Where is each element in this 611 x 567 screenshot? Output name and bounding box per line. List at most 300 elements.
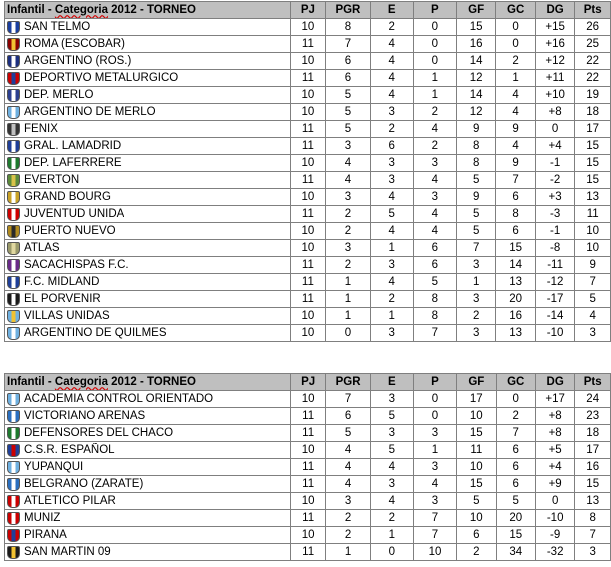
stat-pj: 10 [290,325,325,342]
stat-pj: 10 [290,442,325,459]
stat-gc: 7 [496,172,535,189]
stat-dg: +3 [535,189,575,206]
stat-pts: 10 [575,240,611,257]
villas-unidas-crest-icon [7,310,20,323]
column-header-pj: PJ [290,374,325,391]
argentino-de-merlo-crest-icon [7,106,20,119]
table-row [5,391,611,408]
column-header-gc: GC [496,2,535,19]
team-cell [5,70,291,87]
team-cell [5,206,291,223]
argentino-ros-crest-icon [7,55,20,68]
table-row [5,19,611,36]
stat-pts: 18 [575,425,611,442]
stat-pts: 16 [575,459,611,476]
team-name: C.S.R. ESPAÑOL [24,443,115,456]
stat-gf: 1 [456,274,495,291]
stat-dg: -32 [535,544,574,561]
stat-gf: 5 [457,493,496,510]
stat-pgr: 4 [326,442,370,459]
stat-e: 5 [370,206,413,223]
stat-pts: 18 [575,104,611,121]
stat-gf: 9 [456,189,495,206]
team-name: SACACHISPAS F.C. [24,258,129,271]
stat-p: 0 [413,391,456,408]
table-row [5,172,611,189]
stat-pts: 8 [575,510,611,527]
stat-gf: 11 [457,442,496,459]
column-header-e: E [370,374,413,391]
stat-pts: 11 [575,206,611,223]
team-name: SAN MARTIN 09 [24,545,111,558]
table-row [5,121,611,138]
stat-pgr: 2 [326,510,370,527]
team-cell [5,325,291,342]
team-cell [5,223,291,240]
team-name: JUVENTUD UNIDA [24,207,125,220]
stat-p: 3 [413,459,456,476]
table-title [5,374,291,391]
stat-e: 3 [370,155,413,172]
stat-gf: 3 [456,291,495,308]
stat-p: 5 [413,274,456,291]
stat-e: 1 [370,527,413,544]
stat-p: 10 [413,544,456,561]
table-row [5,240,611,257]
team-cell [5,544,291,561]
stat-e: 4 [370,223,413,240]
stat-dg: +10 [535,87,575,104]
table-row [5,476,611,493]
stat-pgr: 2 [326,206,371,223]
stat-pj: 11 [290,291,325,308]
stat-gf: 2 [457,544,496,561]
stat-e: 4 [370,189,413,206]
column-header-pgr: PGR [326,374,370,391]
stat-pgr: 5 [326,425,370,442]
stat-gf: 14 [456,53,495,70]
stat-p: 0 [413,36,456,53]
table-row [5,87,611,104]
stat-pj: 10 [290,527,325,544]
stat-dg: -1 [535,155,575,172]
sacachispas-crest-icon [7,259,20,272]
stat-gc: 6 [496,459,535,476]
stat-pgr: 7 [326,391,370,408]
team-name: GRAND BOURG [24,190,111,203]
stat-p: 2 [413,104,456,121]
stat-e: 3 [370,476,413,493]
stat-pts: 26 [575,19,611,36]
deportivo-metalurgico-crest-icon [7,72,20,85]
team-cell [5,408,291,425]
team-name: ATLETICO PILAR [24,494,116,507]
table-row [5,104,611,121]
stat-gf: 17 [457,391,496,408]
stat-pgr: 1 [326,274,371,291]
stat-e: 6 [370,138,413,155]
belgrano-zarate-crest-icon [7,478,20,491]
grand-bourg-crest-icon [7,191,20,204]
stat-dg: +5 [535,442,574,459]
stat-gc: 14 [496,257,535,274]
stat-pgr: 3 [326,189,371,206]
stat-pj: 11 [290,459,325,476]
team-cell [5,527,291,544]
standings-table-group-a [4,1,611,342]
stat-dg: +8 [535,408,574,425]
gral-lamadrid-crest-icon [7,140,20,153]
stat-dg: -8 [535,240,575,257]
title-category-word: Categoria [54,3,108,16]
stat-gc: 16 [496,308,535,325]
stat-pj: 11 [290,408,325,425]
stat-gc: 0 [496,391,535,408]
team-cell [5,53,291,70]
stat-e: 3 [370,391,413,408]
stat-pts: 13 [575,189,611,206]
stat-p: 4 [413,172,456,189]
stat-pts: 10 [575,223,611,240]
table-row [5,493,611,510]
stat-dg: -3 [535,206,575,223]
team-name: PIRANA [24,528,67,541]
title-suffix: 2012 - TORNEO [107,3,196,16]
stat-pgr: 2 [326,527,370,544]
stat-gc: 20 [496,510,535,527]
puerto-nuevo-crest-icon [7,225,20,238]
stat-pj: 10 [290,19,325,36]
stat-gf: 12 [456,70,495,87]
stat-e: 2 [370,19,413,36]
fenix-crest-icon [7,123,20,136]
stat-dg: -10 [535,325,575,342]
stat-pj: 10 [290,104,325,121]
stat-pj: 10 [290,240,325,257]
table-row [5,459,611,476]
stat-gf: 5 [456,172,495,189]
title-prefix: Infantil - [7,375,55,388]
stat-dg: -14 [535,308,575,325]
team-name: ARGENTINO (ROS.) [24,54,132,67]
stat-p: 8 [413,308,456,325]
stat-gf: 7 [456,240,495,257]
stat-gf: 15 [457,476,496,493]
stat-pgr: 6 [326,70,371,87]
stat-pts: 15 [575,476,611,493]
fc-midland-crest-icon [7,276,20,289]
stat-pts: 3 [575,325,611,342]
san-martin-09-crest-icon [7,546,20,559]
stat-pj: 10 [290,155,325,172]
team-name: YUPANQUI [24,460,84,473]
stat-p: 2 [413,138,456,155]
juventud-unida-crest-icon [7,208,20,221]
team-name: DEP. MERLO [24,88,94,101]
column-header-p: P [413,2,456,19]
stat-pgr: 3 [326,240,371,257]
stat-e: 3 [370,325,413,342]
stat-e: 4 [370,87,413,104]
team-cell [5,442,291,459]
stat-e: 3 [370,172,413,189]
academia-control-orientado-crest-icon [7,393,20,406]
stat-pgr: 3 [326,138,371,155]
stat-pts: 13 [575,493,611,510]
stat-pj: 11 [290,476,325,493]
column-header-gf: GF [456,2,495,19]
team-name: EL PORVENIR [24,292,101,305]
stat-e: 2 [370,121,413,138]
stat-e: 2 [370,510,413,527]
stat-p: 3 [413,493,456,510]
stat-pgr: 5 [326,121,371,138]
yupanqui-crest-icon [7,461,20,474]
stat-pgr: 2 [326,223,371,240]
csr-espanol-crest-icon [7,444,20,457]
stat-pgr: 3 [326,493,370,510]
victoriano-arenas-crest-icon [7,410,20,423]
pirana-crest-icon [7,529,20,542]
stat-e: 5 [370,442,413,459]
stat-dg: 0 [535,493,574,510]
team-cell [5,138,291,155]
team-name: ACADEMIA CONTROL ORIENTADO [24,392,214,405]
stat-dg: -1 [535,223,575,240]
stat-pts: 17 [575,442,611,459]
stat-dg: +9 [535,476,574,493]
stat-gf: 8 [456,138,495,155]
stat-p: 1 [413,87,456,104]
stat-pgr: 4 [326,476,370,493]
team-cell [5,19,291,36]
stat-pj: 11 [290,206,325,223]
table-row [5,206,611,223]
title-prefix: Infantil - [7,3,55,16]
team-name: FENIX [24,122,58,135]
table-header [5,2,611,19]
stat-p: 6 [413,240,456,257]
stat-gc: 6 [496,223,535,240]
stat-p: 8 [413,291,456,308]
team-cell [5,104,291,121]
column-header-pgr: PGR [326,2,371,19]
stat-e: 3 [370,425,413,442]
team-name: MUNIZ [24,511,61,524]
table-row [5,510,611,527]
stat-pgr: 8 [326,19,371,36]
stat-pts: 25 [575,36,611,53]
stat-pts: 7 [575,527,611,544]
stat-pts: 15 [575,138,611,155]
stat-pgr: 5 [326,87,371,104]
team-name: F.C. MIDLAND [24,275,100,288]
team-cell [5,121,291,138]
stat-pts: 9 [575,257,611,274]
stat-gc: 15 [496,527,535,544]
stat-e: 1 [370,308,413,325]
stat-pj: 10 [290,223,325,240]
column-header-pts: Pts [575,374,611,391]
stat-gf: 8 [456,155,495,172]
table-row [5,544,611,561]
team-cell [5,274,291,291]
stat-pgr: 1 [326,308,371,325]
title-category-word: Categoria [54,375,108,388]
dep-merlo-crest-icon [7,89,20,102]
stat-pgr: 1 [326,291,371,308]
stat-pj: 10 [290,53,325,70]
stat-dg: -12 [535,274,575,291]
stat-pj: 11 [290,138,325,155]
stat-dg: +15 [535,19,575,36]
stat-gf: 16 [456,36,495,53]
stat-gc: 6 [496,476,535,493]
stat-gc: 13 [496,274,535,291]
stat-gc: 7 [496,425,535,442]
stat-gf: 10 [457,408,496,425]
stat-gc: 0 [496,19,535,36]
team-name: EVERTON [24,173,80,186]
table-row [5,442,611,459]
stat-e: 5 [370,408,413,425]
column-header-pts: Pts [575,2,611,19]
team-name: SAN TELMO [24,20,91,33]
stat-pts: 22 [575,70,611,87]
stat-pj: 11 [290,172,325,189]
stat-e: 4 [370,36,413,53]
table-row [5,155,611,172]
stat-dg: +17 [535,391,574,408]
stat-dg: +11 [535,70,575,87]
stat-dg: +8 [535,104,575,121]
stat-e: 4 [370,274,413,291]
column-header-e: E [370,2,413,19]
atlas-crest-icon [7,242,20,255]
stat-pgr: 5 [326,104,371,121]
stat-pj: 11 [290,425,325,442]
column-header-dg: DG [535,2,575,19]
dep-laferrere-crest-icon [7,157,20,170]
stat-p: 0 [413,408,456,425]
stat-p: 7 [413,527,456,544]
stat-pgr: 6 [326,408,370,425]
team-name: BELGRANO (ZARATE) [24,477,144,490]
atletico-pilar-crest-icon [7,495,20,508]
stat-gc: 9 [496,155,535,172]
stat-p: 4 [413,121,456,138]
stat-p: 7 [413,325,456,342]
table-row [5,257,611,274]
stat-pj: 10 [290,308,325,325]
stat-p: 4 [413,476,456,493]
stat-dg: -9 [535,527,574,544]
stat-pts: 17 [575,121,611,138]
team-name: DEFENSORES DEL CHACO [24,426,174,439]
table-row [5,274,611,291]
stat-pts: 24 [575,391,611,408]
stat-pgr: 2 [326,257,371,274]
stat-gf: 2 [456,308,495,325]
stat-gf: 10 [457,459,496,476]
team-cell [5,155,291,172]
stat-gc: 6 [496,442,535,459]
stat-dg: +12 [535,53,575,70]
stat-dg: +4 [535,138,575,155]
stat-gf: 15 [457,425,496,442]
stat-e: 0 [370,544,413,561]
team-name: PUERTO NUEVO [24,224,116,237]
team-cell [5,240,291,257]
table-row [5,325,611,342]
stat-gc: 4 [496,138,535,155]
san-telmo-crest-icon [7,21,20,34]
title-suffix: 2012 - TORNEO [107,375,196,388]
table-row [5,189,611,206]
stat-gc: 15 [496,240,535,257]
team-name: VICTORIANO ARENAS [24,409,146,422]
stat-p: 4 [413,206,456,223]
team-cell [5,291,291,308]
stat-pts: 3 [575,544,611,561]
table-row [5,70,611,87]
team-name: ARGENTINO DE QUILMES [24,326,167,339]
stat-gc: 13 [496,325,535,342]
stat-gc: 4 [496,104,535,121]
stat-dg: -11 [535,257,575,274]
stat-gf: 3 [456,325,495,342]
stat-p: 1 [413,70,456,87]
column-header-p: P [413,374,456,391]
stat-dg: -2 [535,172,575,189]
team-name: GRAL. LAMADRID [24,139,122,152]
stat-dg: +16 [535,36,575,53]
team-cell [5,391,291,408]
stat-p: 0 [413,19,456,36]
stat-p: 3 [413,189,456,206]
team-cell [5,425,291,442]
team-cell [5,172,291,189]
stat-dg: -10 [535,510,574,527]
team-name: ROMA (ESCOBAR) [24,37,125,50]
stat-e: 4 [370,70,413,87]
stat-dg: 0 [535,121,575,138]
stat-e: 4 [370,459,413,476]
stat-gc: 9 [496,121,535,138]
team-name: ARGENTINO DE MERLO [24,105,156,118]
team-cell [5,189,291,206]
stat-p: 7 [413,510,456,527]
everton-crest-icon [7,174,20,187]
stat-e: 3 [370,104,413,121]
team-cell [5,36,291,53]
stat-pj: 11 [290,257,325,274]
stat-pgr: 7 [326,36,371,53]
table-row [5,408,611,425]
stat-pts: 15 [575,155,611,172]
stat-gc: 4 [496,87,535,104]
stat-pj: 11 [290,70,325,87]
el-porvenir-crest-icon [7,293,20,306]
stat-gf: 5 [456,223,495,240]
table-row [5,138,611,155]
stat-gc: 2 [496,53,535,70]
argentino-de-quilmes-crest-icon [7,327,20,340]
stat-gc: 8 [496,206,535,223]
team-cell [5,257,291,274]
stat-gc: 20 [496,291,535,308]
team-cell [5,87,291,104]
